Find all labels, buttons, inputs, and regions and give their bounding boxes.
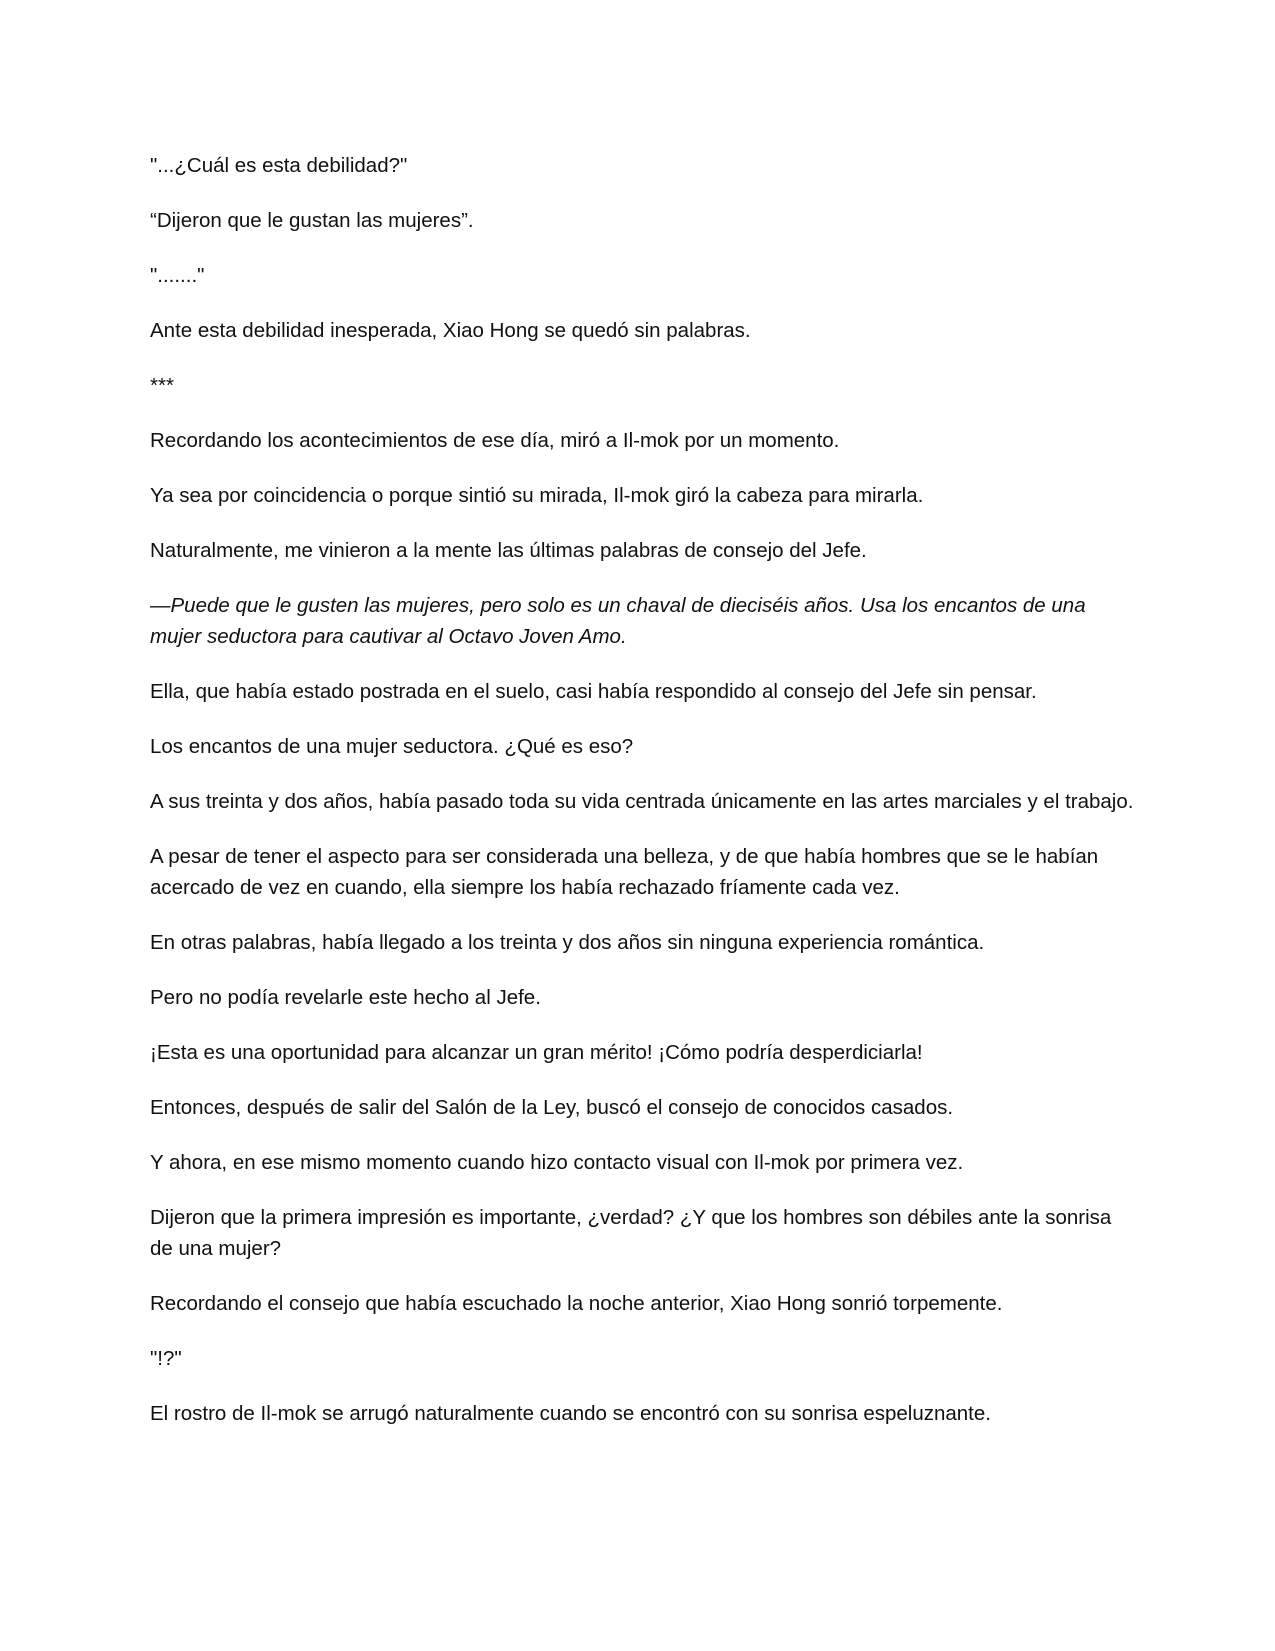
paragraph-10: Ella, que había estado postrada en el suelo, casi había respondido al consejo del Jefe sin pensar.	[150, 680, 1037, 703]
paragraph-8: Naturalmente, me vinieron a la mente las últimas palabras de consejo del Jefe.	[150, 539, 867, 562]
paragraph-3: "......."	[150, 264, 205, 287]
paragraph-6: Recordando los acontecimientos de ese día, miró a Il-mok por un momento.	[150, 429, 840, 452]
paragraph-18: Y ahora, en ese mismo momento cuando hizo contacto visual con Il-mok por primera vez.	[150, 1151, 964, 1174]
paragraph-4: Ante esta debilidad inesperada, Xiao Hong se quedó sin palabras.	[150, 319, 751, 342]
scene-break: ***	[150, 374, 174, 397]
document-body	[150, 150, 1135, 1453]
paragraph-14: En otras palabras, había llegado a los treinta y dos años sin ninguna experiencia romántica.	[150, 931, 985, 954]
paragraph-22: El rostro de Il-mok se arrugó naturalmente cuando se encontró con su sonrisa espeluznante.	[150, 1402, 991, 1425]
paragraph-12: A sus treinta y dos años, había pasado toda su vida centrada únicamente en las artes marciales y el trabajo.	[150, 790, 1134, 813]
paragraph-1: "...¿Cuál es esta debilidad?"	[150, 154, 408, 177]
paragraph-13: A pesar de tener el aspecto para ser considerada una belleza, y de que había hombres que se le habían acercado de vez en cuando, ella siempre los había rechazado fríamente cada vez.	[150, 845, 1104, 899]
paragraph-15: Pero no podía revelarle este hecho al Jefe.	[150, 986, 541, 1009]
paragraph-20: Recordando el consejo que había escuchado la noche anterior, Xiao Hong sonrió torpemente.	[150, 1292, 1003, 1315]
paragraph-7: Ya sea por coincidencia o porque sintió su mirada, Il-mok giró la cabeza para mirarla.	[150, 484, 924, 507]
paragraph-2: “Dijeron que le gustan las mujeres”.	[150, 209, 474, 232]
paragraph-17: Entonces, después de salir del Salón de la Ley, buscó el consejo de conocidos casados.	[150, 1096, 954, 1119]
paragraph-16: ¡Esta es una oportunidad para alcanzar un gran mérito! ¡Cómo podría desperdiciarla!	[150, 1041, 923, 1064]
paragraph-21: "!?"	[150, 1347, 182, 1370]
paragraph-11: Los encantos de una mujer seductora. ¿Qué es eso?	[150, 735, 634, 758]
paragraph-9-italic-quote: —Puede que le gusten las mujeres, pero solo es un chaval de dieciséis años. Usa los encantos de una mujer seductora para cautivar al Octavo Joven Amo.	[150, 594, 1092, 648]
paragraph-19: Dijeron que la primera impresión es importante, ¿verdad? ¿Y que los hombres son débiles ante la sonrisa de una mujer?	[150, 1206, 1118, 1260]
